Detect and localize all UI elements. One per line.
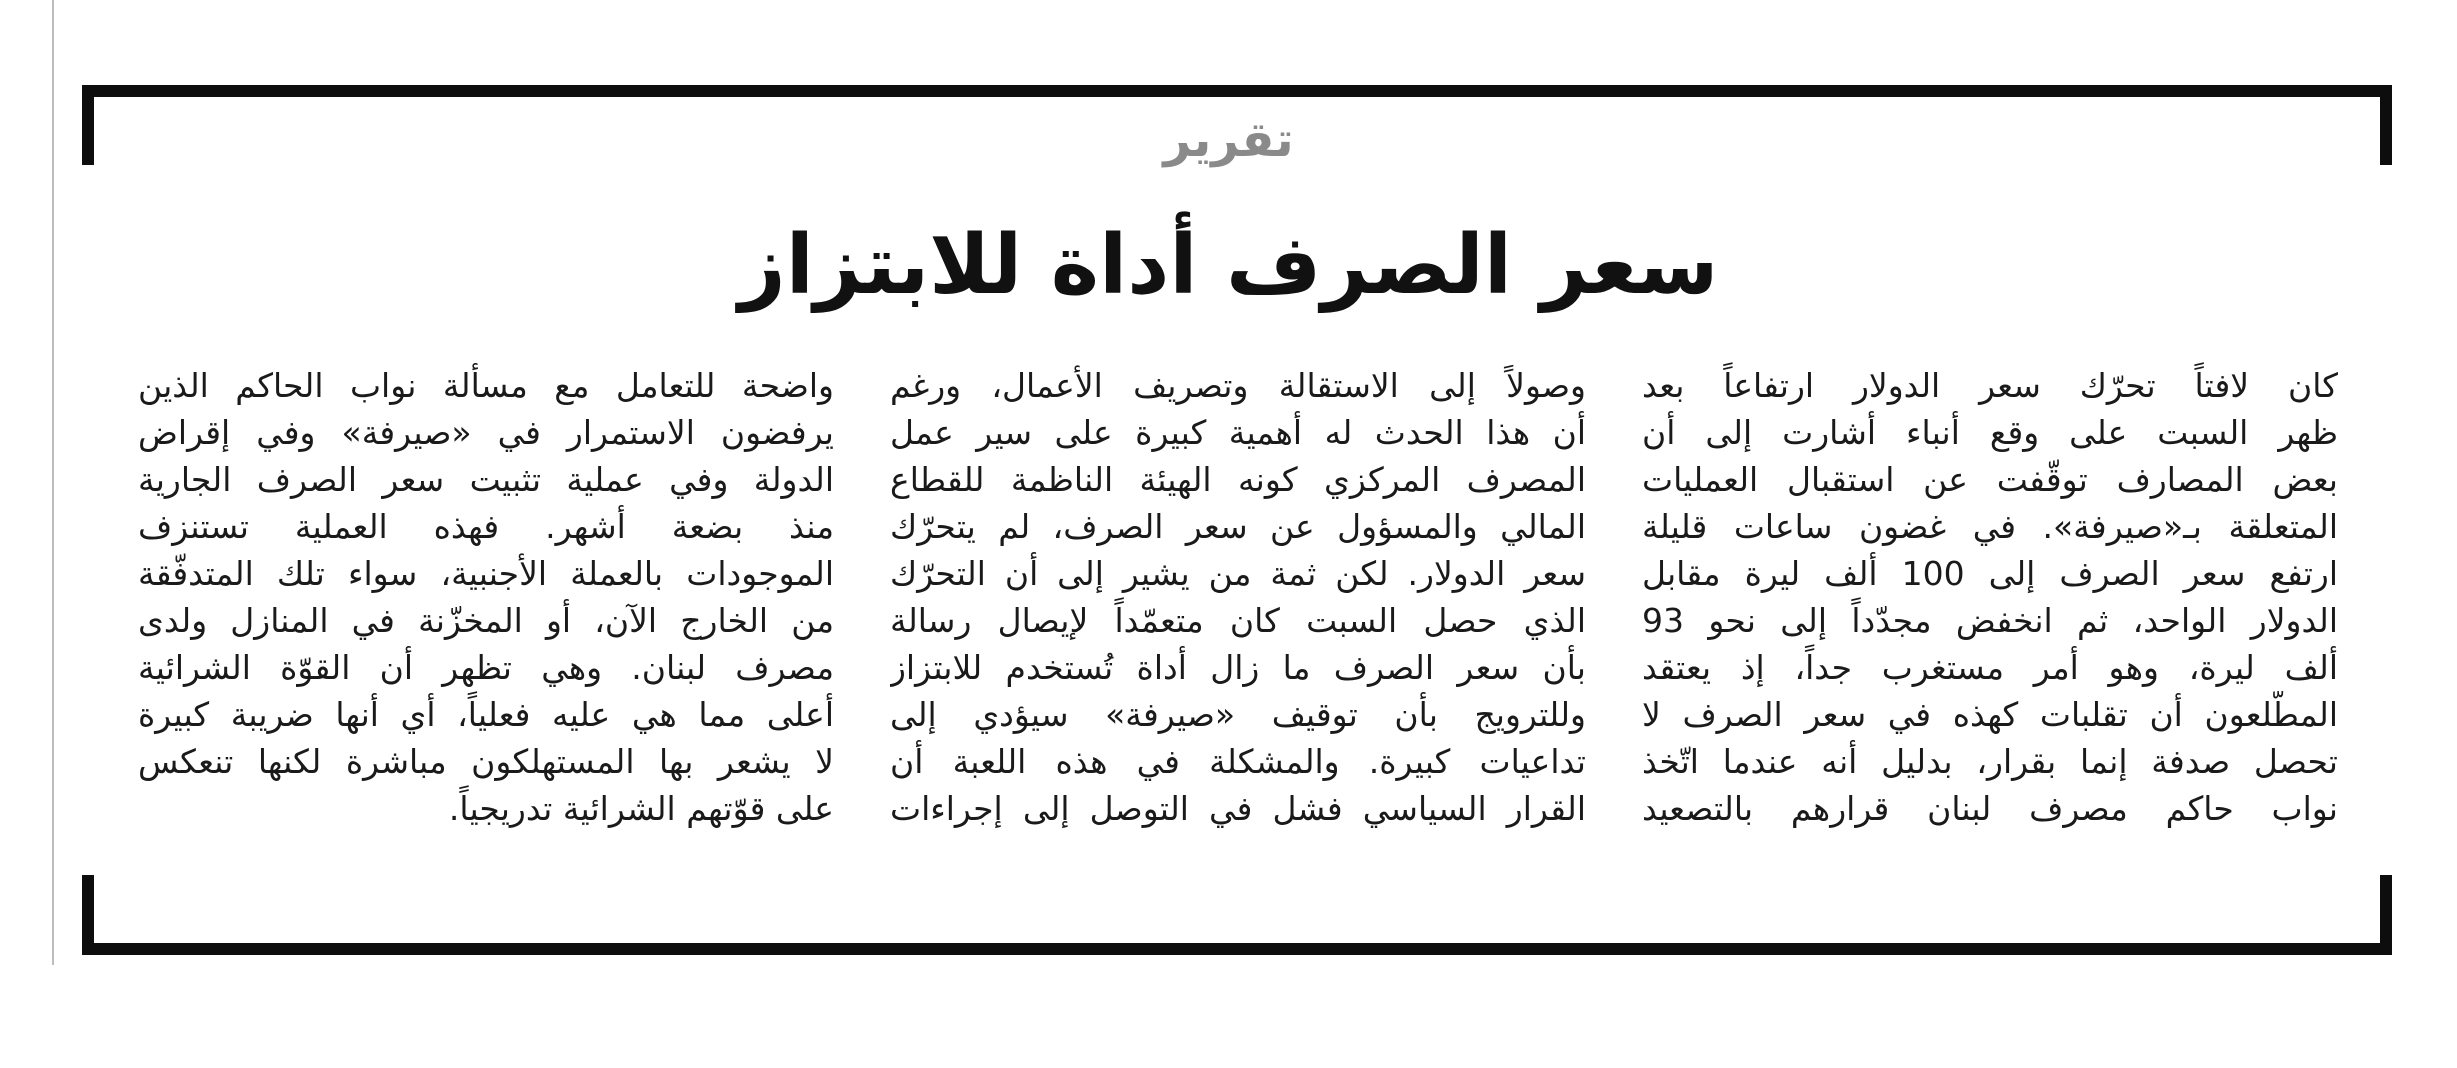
column-line: على قوّتهم الشرائية تدريجياً.	[448, 789, 834, 828]
column-line: الدولار الواحد، ثم انخفض مجدّداً إلى نحو 93	[1642, 601, 2338, 640]
column-line: من الخارج الآن، أو المخزّنة في المنازل ولدى	[138, 601, 834, 640]
article-column-2	[890, 362, 1586, 832]
frame-corner-bottom-left	[82, 875, 94, 955]
article-kicker: تقرير	[1163, 112, 1294, 168]
column-line: تحصل صدفة إنما بقرار، بدليل أنه عندما اتّخذ	[1642, 742, 2338, 781]
column-line: وصولاً إلى الاستقالة وتصريف الأعمال، ورغم	[890, 366, 1586, 405]
column-line: كان لافتاً تحرّك سعر الدولار ارتفاعاً بعد	[1642, 366, 2338, 405]
frame-bottom-rule	[82, 943, 2392, 955]
column-line: بأن سعر الصرف ما زال أداة تُستخدم للابتزاز	[890, 648, 1586, 687]
column-line: نواب حاكم مصرف لبنان قرارهم بالتصعيد	[1642, 789, 2338, 828]
column-line: القرار السياسي فشل في التوصل إلى إجراءات	[890, 789, 1586, 828]
frame-top-rule	[82, 85, 2392, 97]
article-column-3	[138, 362, 834, 832]
column-line: وللترويج بأن توقيف «صيرفة» سيؤدي إلى	[890, 695, 1586, 734]
column-line: المتعلقة بـ«صيرفة». في غضون ساعات قليلة	[1642, 507, 2338, 546]
column-line: ظهر السبت على وقع أنباء أشارت إلى أن	[1642, 413, 2338, 452]
frame-corner-bottom-right	[2380, 875, 2392, 955]
column-line: ارتفع سعر الصرف إلى 100 ألف ليرة مقابل	[1642, 554, 2338, 593]
column-line: المصرف المركزي كونه الهيئة الناظمة للقطاع	[890, 460, 1586, 499]
column-line: المطّلعون أن تقلبات كهذه في سعر الصرف لا	[1642, 695, 2338, 734]
column-line: يرفضون الاستمرار في «صيرفة» وفي إقراض	[138, 413, 834, 452]
column-line: ألف ليرة، وهو أمر مستغرب جداً، إذ يعتقد	[1642, 648, 2338, 687]
article-headline: سعر الصرف أداة للابتزاز	[738, 218, 1719, 313]
column-line: المالي والمسؤول عن سعر الصرف، لم يتحرّك	[890, 507, 1586, 546]
column-line: مصرف لبنان. وهي تظهر أن القوّة الشرائية	[138, 648, 834, 687]
column-line: تداعيات كبيرة. والمشكلة في هذه اللعبة أن	[890, 742, 1586, 781]
column-line: منذ بضعة أشهر. فهذه العملية تستنزف	[138, 507, 834, 546]
column-line: الموجودات بالعملة الأجنبية، سواء تلك المتدفّقة	[138, 554, 834, 593]
column-line: بعض المصارف توقّفت عن استقبال العمليات	[1642, 460, 2338, 499]
column-line: أن هذا الحدث له أهمية كبيرة على سير عمل	[890, 413, 1586, 452]
column-line: الذي حصل السبت كان متعمّداً لإيصال رسالة	[890, 601, 1586, 640]
column-line: لا يشعر بها المستهلكون مباشرة لكنها تنعكس	[138, 742, 834, 781]
article-column-1	[1642, 362, 2338, 832]
column-line: واضحة للتعامل مع مسألة نواب الحاكم الذين	[138, 366, 834, 405]
column-line: سعر الدولار. لكن ثمة من يشير إلى أن التحرّك	[890, 554, 1586, 593]
column-line: الدولة وفي عملية تثبيت سعر الصرف الجارية	[138, 460, 834, 499]
column-line: أعلى مما هي عليه فعلياً، أي أنها ضريبة كبيرة	[138, 695, 834, 734]
